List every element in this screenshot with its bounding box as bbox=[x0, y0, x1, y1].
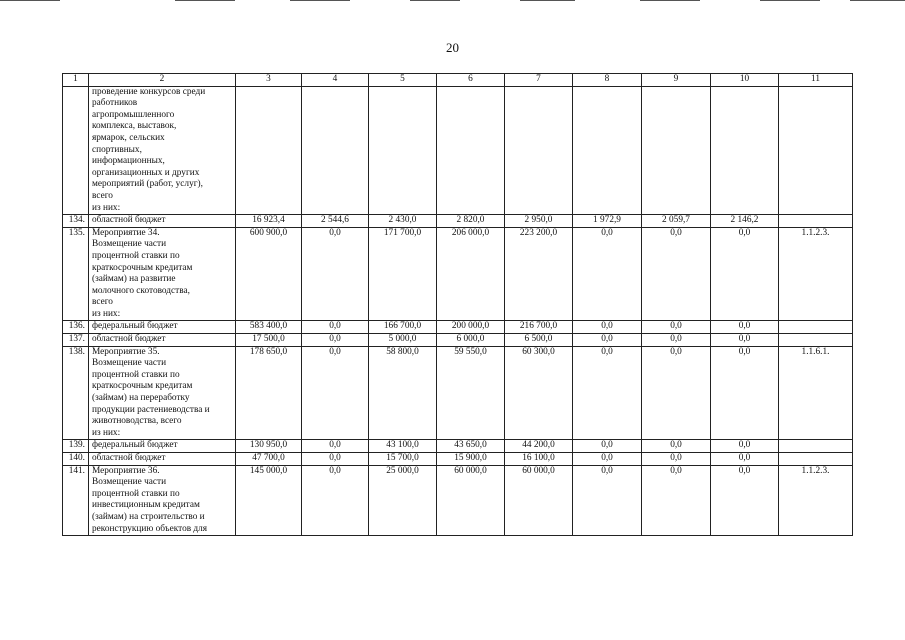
description-line: информационных, bbox=[92, 156, 165, 167]
value-cell: 2 059,7 bbox=[642, 215, 711, 228]
value-cell: 2 430,0 bbox=[369, 215, 437, 228]
column-header: 8 bbox=[573, 74, 642, 87]
program-code bbox=[779, 453, 853, 466]
description-line: краткосрочным кредитам bbox=[92, 262, 193, 273]
header-row bbox=[63, 74, 853, 87]
value-cell: 0,0 bbox=[711, 321, 779, 334]
row-description bbox=[89, 346, 236, 440]
program-code: 1.1.2.3. bbox=[779, 465, 853, 536]
value-cell: 43 100,0 bbox=[369, 440, 437, 453]
value-cell: 47 700,0 bbox=[236, 453, 302, 466]
column-header: 2 bbox=[89, 74, 236, 87]
row-number: 140. bbox=[63, 453, 89, 466]
description-line: из них: bbox=[92, 202, 121, 213]
description-line: Мероприятие 34. bbox=[92, 227, 160, 238]
value-cell: 25 000,0 bbox=[369, 465, 437, 536]
top-edge-line bbox=[290, 0, 350, 1]
column-header: 5 bbox=[369, 74, 437, 87]
value-cell: 0,0 bbox=[642, 453, 711, 466]
value-cell: 0,0 bbox=[711, 440, 779, 453]
table-row bbox=[63, 321, 853, 334]
description-line: ярмарок, сельских bbox=[92, 132, 165, 143]
value-cell: 0,0 bbox=[302, 321, 369, 334]
value-cell: 0,0 bbox=[711, 334, 779, 347]
program-code: 1.1.2.3. bbox=[779, 227, 853, 321]
value-cell: 0,0 bbox=[573, 440, 642, 453]
value-cell: 16 923,4 bbox=[236, 215, 302, 228]
column-header: 6 bbox=[437, 74, 505, 87]
value-cell: 6 500,0 bbox=[505, 334, 573, 347]
description-line: процентной ставки по bbox=[92, 369, 180, 380]
description-line: молочного скотоводства, bbox=[92, 285, 190, 296]
value-cell: 0,0 bbox=[711, 227, 779, 321]
top-edge-line bbox=[640, 0, 700, 1]
table-row bbox=[63, 346, 853, 440]
table-row bbox=[63, 215, 853, 228]
table-row bbox=[63, 465, 853, 536]
table-body bbox=[63, 86, 853, 536]
description-line: спортивных, bbox=[92, 144, 142, 155]
row-number: 136. bbox=[63, 321, 89, 334]
program-code bbox=[779, 321, 853, 334]
value-cell: 0,0 bbox=[642, 440, 711, 453]
value-cell: 2 544,6 bbox=[302, 215, 369, 228]
description-line: из них: bbox=[92, 427, 121, 438]
value-cell bbox=[711, 86, 779, 215]
value-cell: 583 400,0 bbox=[236, 321, 302, 334]
top-edge-line bbox=[520, 0, 575, 1]
value-cell: 44 200,0 bbox=[505, 440, 573, 453]
description-line: продукции растениеводства и bbox=[92, 404, 210, 415]
row-description bbox=[89, 440, 236, 453]
value-cell: 15 700,0 bbox=[369, 453, 437, 466]
value-cell: 0,0 bbox=[302, 453, 369, 466]
row-description bbox=[89, 453, 236, 466]
row-number: 134. bbox=[63, 215, 89, 228]
value-cell: 0,0 bbox=[573, 334, 642, 347]
value-cell: 43 650,0 bbox=[437, 440, 505, 453]
description-line: областной бюджет bbox=[92, 453, 166, 463]
value-cell: 171 700,0 bbox=[369, 227, 437, 321]
description-line: инвестиционным кредитам bbox=[92, 500, 200, 511]
row-description bbox=[89, 215, 236, 228]
value-cell: 6 000,0 bbox=[437, 334, 505, 347]
value-cell: 0,0 bbox=[302, 440, 369, 453]
row-number: 141. bbox=[63, 465, 89, 536]
column-header: 4 bbox=[302, 74, 369, 87]
value-cell: 0,0 bbox=[642, 465, 711, 536]
top-edge-line bbox=[175, 0, 235, 1]
budget-table bbox=[62, 73, 853, 536]
value-cell: 178 650,0 bbox=[236, 346, 302, 440]
value-cell: 60 000,0 bbox=[437, 465, 505, 536]
value-cell: 200 000,0 bbox=[437, 321, 505, 334]
value-cell: 15 900,0 bbox=[437, 453, 505, 466]
description-line: из них: bbox=[92, 308, 121, 319]
value-cell bbox=[505, 86, 573, 215]
description-line: (займам) на строительство и bbox=[92, 511, 205, 522]
description-line: работников bbox=[92, 98, 138, 109]
description-line: животноводства, всего bbox=[92, 416, 182, 427]
description-line: всего bbox=[92, 190, 113, 201]
description-line: агропромышленного bbox=[92, 109, 175, 120]
description-line: процентной ставки по bbox=[92, 250, 180, 261]
value-cell: 2 146,2 bbox=[711, 215, 779, 228]
column-header: 1 bbox=[63, 74, 89, 87]
value-cell: 0,0 bbox=[711, 453, 779, 466]
value-cell: 0,0 bbox=[573, 465, 642, 536]
row-description bbox=[89, 465, 236, 536]
description-line: федеральный бюджет bbox=[92, 440, 178, 451]
value-cell: 145 000,0 bbox=[236, 465, 302, 536]
row-number bbox=[63, 86, 89, 215]
description-line: Мероприятие 36. bbox=[92, 465, 160, 476]
description-line: федеральный бюджет bbox=[92, 321, 178, 332]
value-cell: 0,0 bbox=[642, 346, 711, 440]
table-row bbox=[63, 227, 853, 321]
program-code: 1.1.6.1. bbox=[779, 346, 853, 440]
value-cell: 0,0 bbox=[573, 453, 642, 466]
value-cell bbox=[369, 86, 437, 215]
value-cell: 0,0 bbox=[302, 334, 369, 347]
value-cell: 0,0 bbox=[642, 334, 711, 347]
value-cell bbox=[302, 86, 369, 215]
description-line: проведение конкурсов среди bbox=[92, 86, 206, 97]
value-cell: 0,0 bbox=[711, 465, 779, 536]
program-code bbox=[779, 334, 853, 347]
description-line: Возмещение части bbox=[92, 477, 167, 488]
row-description bbox=[89, 321, 236, 334]
description-line: Возмещение части bbox=[92, 239, 167, 250]
table-row bbox=[63, 334, 853, 347]
row-description bbox=[89, 334, 236, 347]
value-cell bbox=[236, 86, 302, 215]
value-cell: 1 972,9 bbox=[573, 215, 642, 228]
description-line: комплекса, выставок, bbox=[92, 121, 177, 132]
program-code bbox=[779, 215, 853, 228]
value-cell bbox=[573, 86, 642, 215]
value-cell: 0,0 bbox=[573, 321, 642, 334]
value-cell: 216 700,0 bbox=[505, 321, 573, 334]
table-row bbox=[63, 453, 853, 466]
value-cell: 0,0 bbox=[302, 465, 369, 536]
value-cell: 2 820,0 bbox=[437, 215, 505, 228]
table-row bbox=[63, 440, 853, 453]
description-line: процентной ставки по bbox=[92, 488, 180, 499]
description-line: краткосрочным кредитам bbox=[92, 381, 193, 392]
value-cell: 59 550,0 bbox=[437, 346, 505, 440]
description-line: реконструкцию объектов для bbox=[92, 523, 208, 534]
value-cell: 0,0 bbox=[642, 227, 711, 321]
value-cell: 16 100,0 bbox=[505, 453, 573, 466]
description-line: всего bbox=[92, 297, 113, 308]
row-number: 139. bbox=[63, 440, 89, 453]
value-cell: 0,0 bbox=[642, 321, 711, 334]
row-description bbox=[89, 227, 236, 321]
description-line: организационных и других bbox=[92, 167, 200, 178]
description-line: мероприятий (работ, услуг), bbox=[92, 179, 203, 190]
value-cell bbox=[642, 86, 711, 215]
value-cell: 60 000,0 bbox=[505, 465, 573, 536]
value-cell: 0,0 bbox=[573, 346, 642, 440]
column-header: 10 bbox=[711, 74, 779, 87]
value-cell: 2 950,0 bbox=[505, 215, 573, 228]
value-cell: 600 900,0 bbox=[236, 227, 302, 321]
value-cell: 223 200,0 bbox=[505, 227, 573, 321]
description-line: областной бюджет bbox=[92, 334, 166, 345]
row-number: 138. bbox=[63, 346, 89, 440]
value-cell: 5 000,0 bbox=[369, 334, 437, 347]
description-line: областной бюджет bbox=[92, 215, 166, 226]
top-edge-line bbox=[760, 0, 820, 1]
value-cell: 0,0 bbox=[302, 227, 369, 321]
column-header: 3 bbox=[236, 74, 302, 87]
top-edge-line bbox=[0, 0, 60, 1]
column-header: 7 bbox=[505, 74, 573, 87]
column-header: 9 bbox=[642, 74, 711, 87]
value-cell: 206 000,0 bbox=[437, 227, 505, 321]
program-code bbox=[779, 86, 853, 215]
value-cell: 0,0 bbox=[302, 346, 369, 440]
value-cell: 58 800,0 bbox=[369, 346, 437, 440]
row-number: 137. bbox=[63, 334, 89, 347]
description-line: Мероприятие 35. bbox=[92, 346, 160, 357]
top-edge-line bbox=[850, 0, 905, 1]
value-cell: 60 300,0 bbox=[505, 346, 573, 440]
top-edge-line bbox=[410, 0, 460, 1]
value-cell: 0,0 bbox=[711, 346, 779, 440]
description-line: (займам) на переработку bbox=[92, 393, 190, 404]
value-cell: 17 500,0 bbox=[236, 334, 302, 347]
description-line: Возмещение части bbox=[92, 358, 167, 369]
value-cell bbox=[437, 86, 505, 215]
column-header: 11 bbox=[779, 74, 853, 87]
value-cell: 130 950,0 bbox=[236, 440, 302, 453]
row-number: 135. bbox=[63, 227, 89, 321]
value-cell: 166 700,0 bbox=[369, 321, 437, 334]
table-row bbox=[63, 86, 853, 215]
row-description bbox=[89, 86, 236, 215]
program-code bbox=[779, 440, 853, 453]
value-cell: 0,0 bbox=[573, 227, 642, 321]
description-line: (займам) на развитие bbox=[92, 274, 176, 285]
page-number: 20 bbox=[446, 40, 459, 55]
